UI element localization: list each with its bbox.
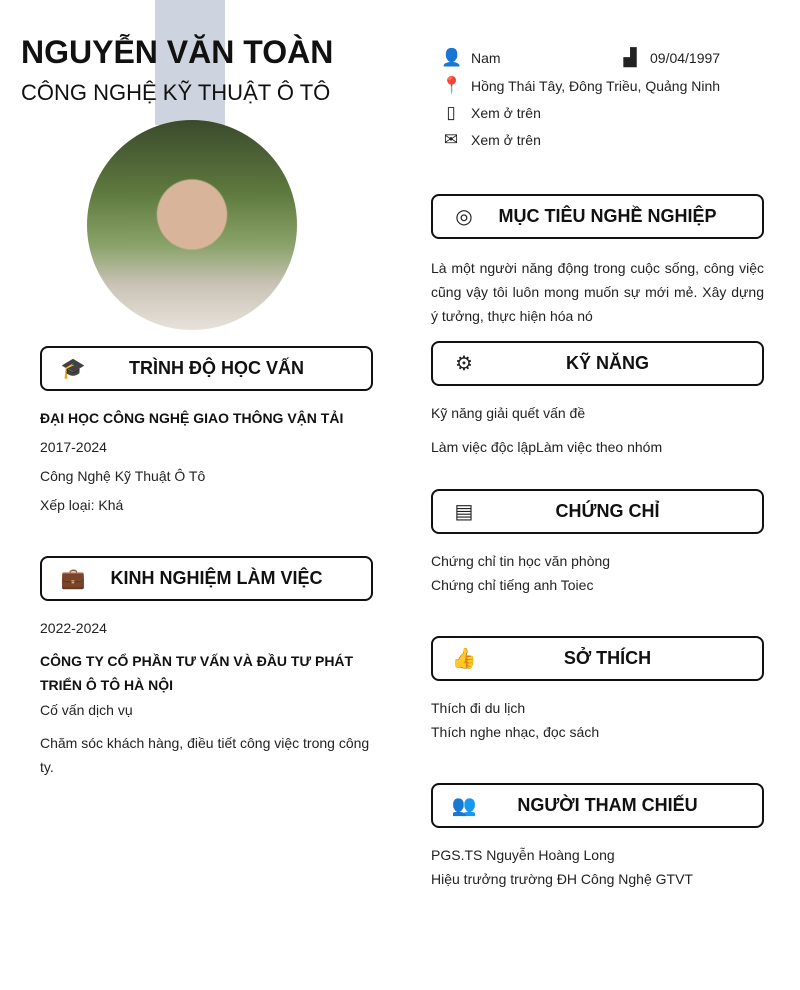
email-value: Xem ở trên [471,132,541,148]
gear-icon: ⚙ [455,353,473,375]
certificate-item: Chứng chỉ tiếng anh Toiec [431,577,594,593]
full-name: NGUYỄN VĂN TOÀN [21,34,334,70]
address-value: Hồng Thái Tây, Đông Triều, Quảng Ninh [471,78,721,94]
location-pin-icon: 📍 [441,76,463,95]
education-years: 2017-2024 [40,439,107,455]
section-title: KINH NGHIỆM LÀM VIỆC [110,568,323,588]
experience-header [40,556,373,601]
experience-position: Cố vấn dịch vụ [40,702,133,718]
reference-item: PGS.TS Nguyễn Hoàng Long [431,847,615,863]
skill-item: Kỹ năng giải quết vấn đề [431,405,586,421]
user-icon: 👤 [441,48,463,67]
company-name: CÔNG TY CỔ PHẦN TƯ VẤN VÀ ĐẦU TƯ PHÁT TRIỂN Ô TÔ HÀ NỘI [40,653,354,693]
certificate-item: Chứng chỉ tin học văn phòng [431,553,611,569]
info-birthday [620,48,720,68]
references-header [431,783,764,828]
education-header [40,346,373,391]
objective-text: Là một người năng động trong cuộc sống, công việc cũng vậy tôi luôn mong muốn sự mới mẻ. Xây dựng ý tưởng, thực hiện hóa nó [431,260,764,324]
school-name: ĐẠI HỌC CÔNG NGHỆ GIAO THÔNG VẬN TẢI [40,410,344,426]
info-gender [441,48,501,68]
section-title: KỸ NĂNG [565,353,649,373]
job-title: CÔNG NGHỆ KỸ THUẬT Ô TÔ [21,80,331,105]
hobby-item: Thích nghe nhạc, đọc sách [431,724,600,740]
profile-photo [87,120,297,330]
gender-value: Nam [471,50,501,66]
document-icon: ▤ [454,501,474,523]
phone-value: Xem ở trên [471,105,541,121]
education-major: Công Nghệ Kỹ Thuật Ô Tô [40,468,206,484]
section-title: TRÌNH ĐỘ HỌC VẤN [129,358,304,378]
info-address [441,76,720,96]
experience-years: 2022-2024 [40,620,107,636]
info-email [441,130,541,150]
skills-header [431,341,764,386]
cake-icon: ▟ [623,48,637,67]
email-icon: ✉ [443,130,459,149]
section-title: CHỨNG CHỈ [555,501,660,521]
graduation-cap-icon: 🎓 [60,358,86,380]
info-phone [441,103,541,123]
hobby-item: Thích đi du lịch [431,700,526,716]
reference-item: Hiệu trưởng trường ĐH Công Nghệ GTVT [431,871,693,887]
education-grade: Xếp loại: Khá [40,497,124,513]
section-title: NGƯỜI THAM CHIẾU [517,795,698,815]
target-icon: ◎ [455,206,473,228]
people-icon: 👥 [451,795,477,817]
briefcase-icon: 💼 [60,568,86,590]
skill-item: Làm việc độc lậpLàm việc theo nhóm [431,439,663,455]
section-title: SỞ THÍCH [563,648,652,668]
thumbs-up-icon: 👍 [451,648,477,670]
phone-icon: ▯ [446,103,456,122]
section-title: MỤC TIÊU NGHỀ NGHIỆP [498,206,717,226]
hobbies-header [431,636,764,681]
objective-header [431,194,764,239]
certificates-header [431,489,764,534]
experience-description: Chăm sóc khách hàng, điều tiết công việc trong công ty. [40,735,370,775]
birthday-value: 09/04/1997 [650,50,721,66]
